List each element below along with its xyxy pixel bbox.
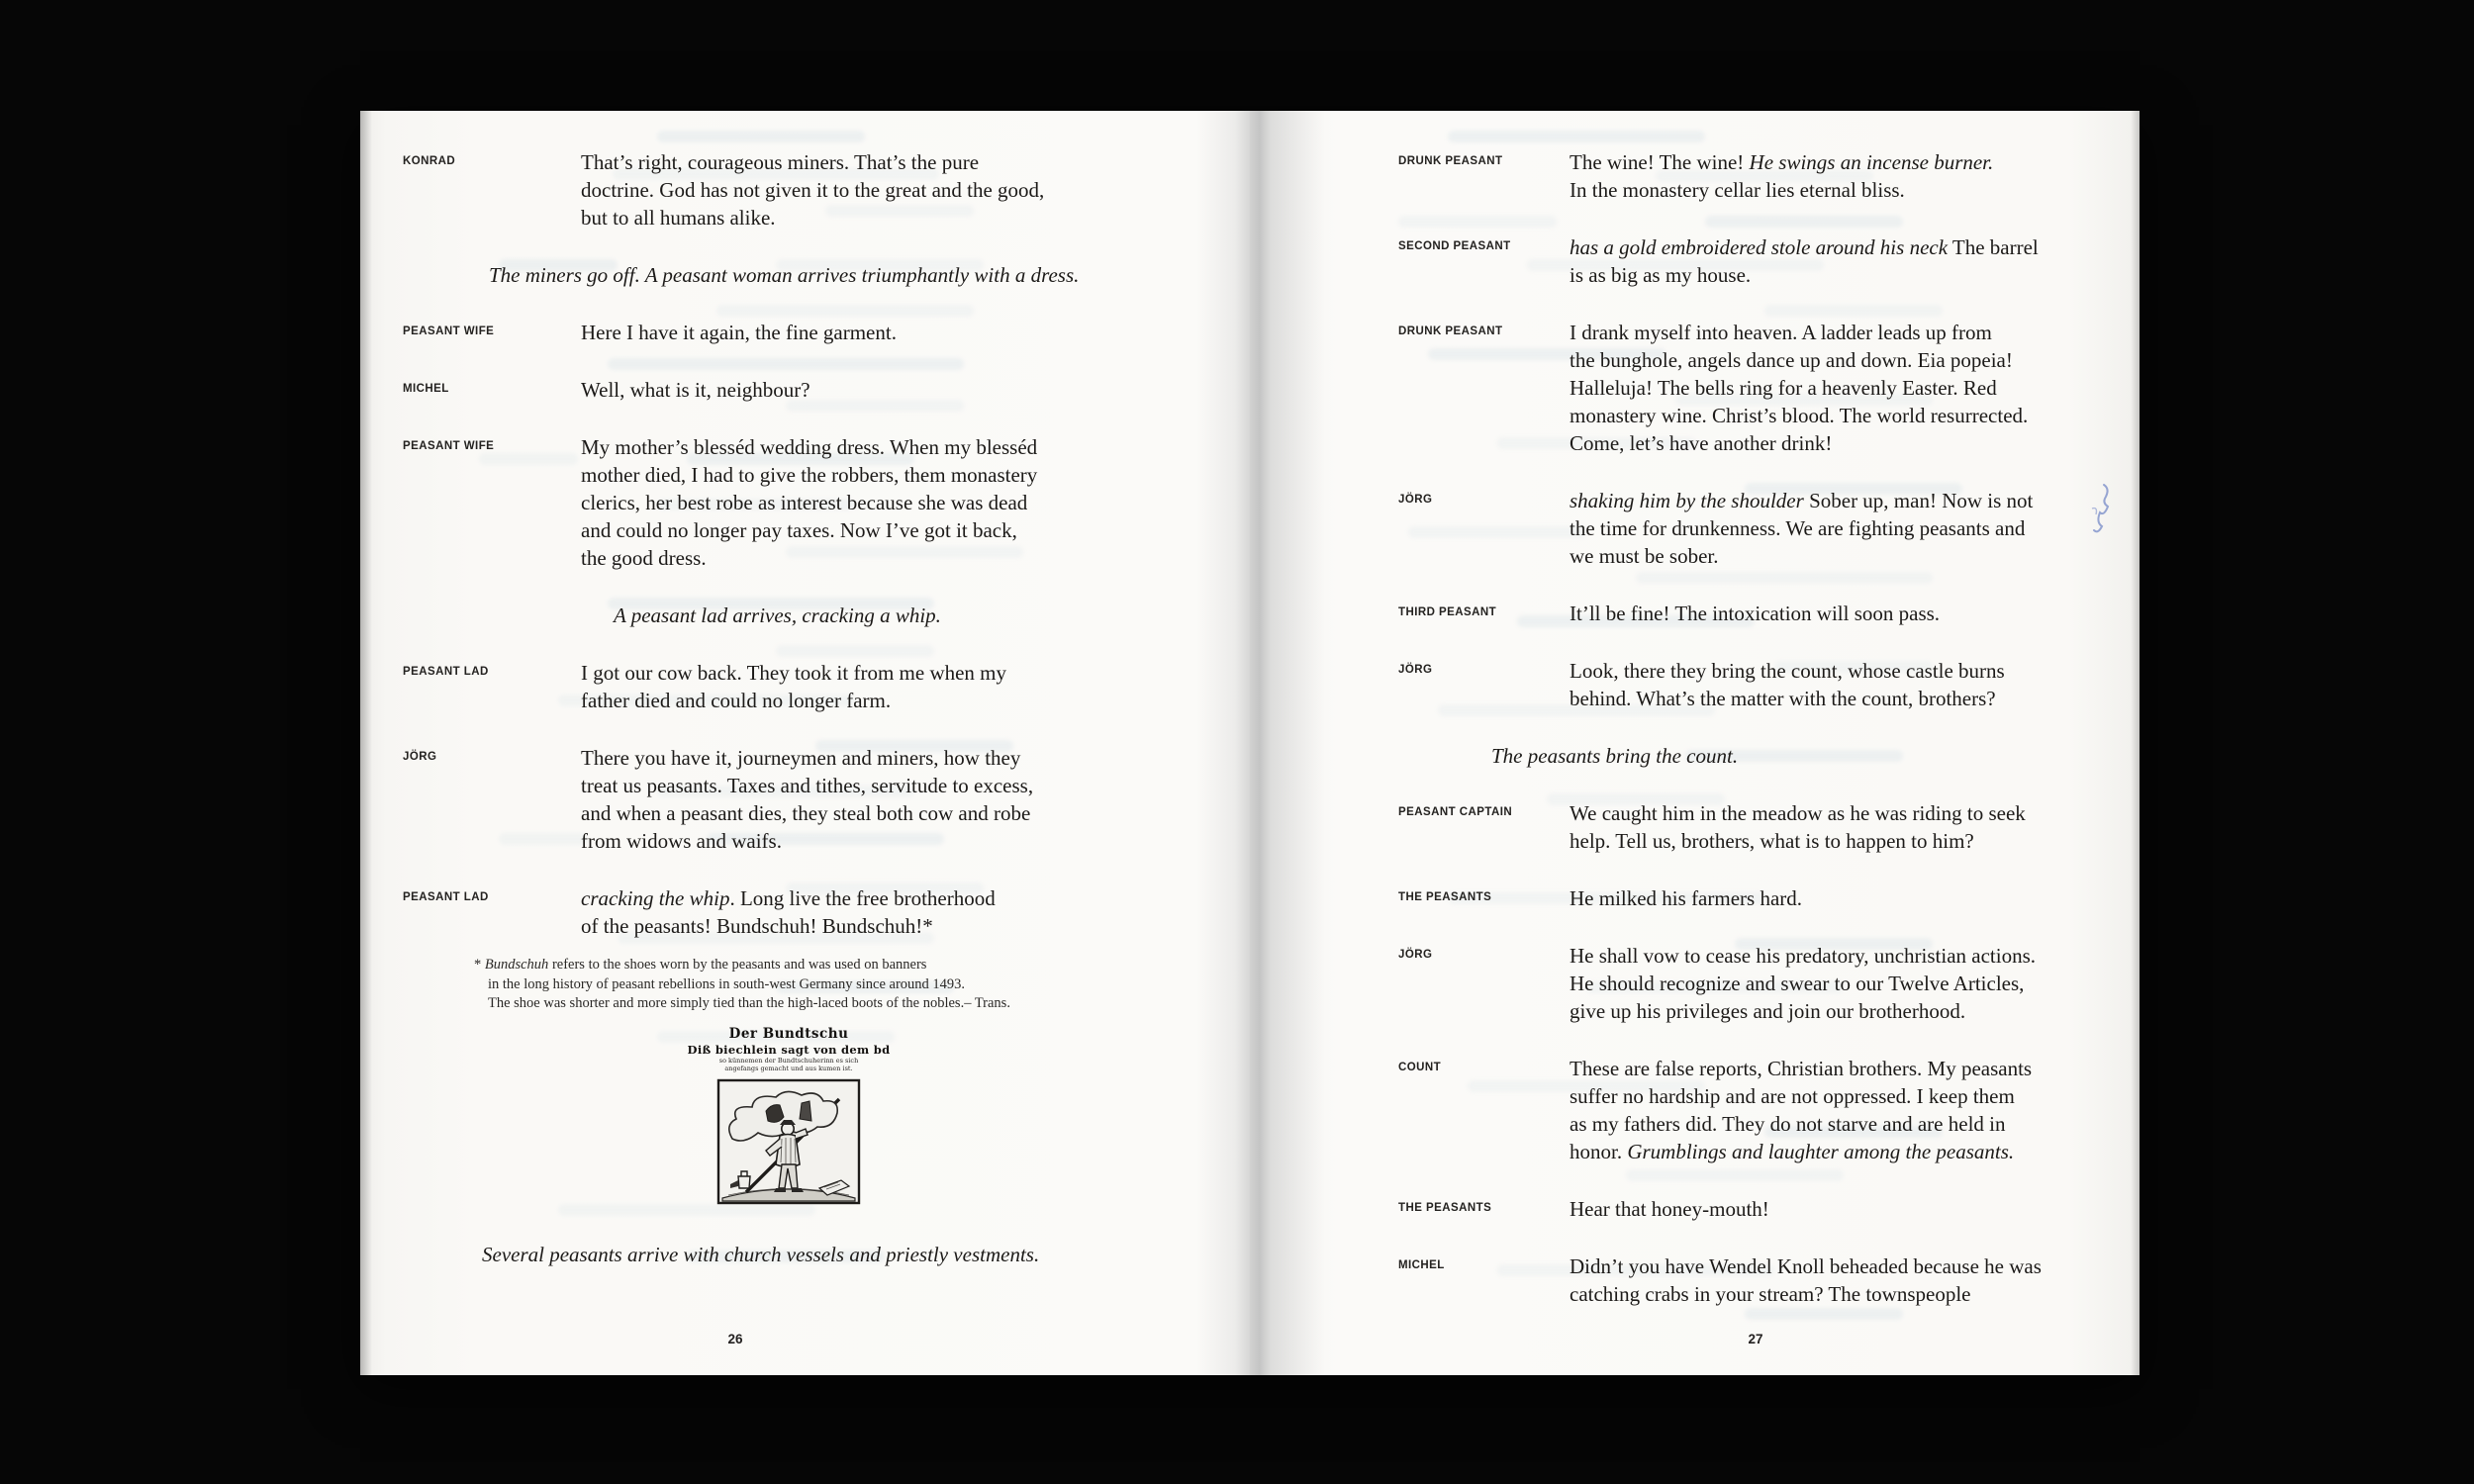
text: Didn’t you have Wendel Knoll beheaded because he was xyxy=(1570,1254,2042,1278)
text: Come, let’s have another drink! xyxy=(1570,431,1833,455)
text: My mother’s blesséd wedding dress. When my blesséd xyxy=(581,435,1038,459)
text: is as big as my house. xyxy=(1570,263,1752,287)
speech-line xyxy=(1570,148,2117,176)
speech-line xyxy=(1570,346,2117,374)
speaker-label: COUNT xyxy=(1398,1062,1442,1073)
text: suffer no hardship and are not oppressed. I keep them xyxy=(1570,1084,2015,1108)
speaker-label: PEASANT CAPTAIN xyxy=(1398,806,1513,818)
speech-line xyxy=(1570,1055,2117,1082)
speaker-label: MICHEL xyxy=(1398,1259,1445,1271)
text: the bunghole, angels dance up and down. Eia popeia! xyxy=(1570,348,2013,372)
page-left-text-block xyxy=(403,148,1167,1268)
page-number-left: 26 xyxy=(727,1332,743,1346)
speech-line xyxy=(1570,233,2117,261)
speech-line xyxy=(1570,827,2117,855)
speech-text xyxy=(581,659,1167,714)
speech-entry xyxy=(403,744,1167,855)
speech-line xyxy=(1570,374,2117,402)
speech-entry xyxy=(1398,799,2117,855)
italic-text: Grumblings and laughter among the peasants. xyxy=(1627,1140,2015,1163)
footnote-line xyxy=(488,994,1167,1014)
text: He milked his farmers hard. xyxy=(1570,886,1803,910)
speaker-label: JÖRG xyxy=(1398,494,1433,506)
ink-smudge xyxy=(2084,479,2114,538)
speech-entry xyxy=(1398,657,2117,712)
speaker-label: SECOND PEASANT xyxy=(1398,240,1511,252)
speech-entry xyxy=(403,148,1167,232)
stage-direction xyxy=(614,602,1167,629)
speaker-label: PEASANT LAD xyxy=(403,891,489,903)
italic-text: The peasants bring the count. xyxy=(1491,744,1739,768)
woodcut-caption-line: Der Bundtschu xyxy=(728,1025,849,1042)
speaker-label: DRUNK PEASANT xyxy=(1398,325,1503,337)
text: Sober up, man! Now is not xyxy=(1803,489,2034,512)
italic-text: has a gold embroidered stole around his neck xyxy=(1570,235,1949,259)
ghost-text-bar xyxy=(1448,131,1705,142)
speech-text xyxy=(1570,1055,2117,1165)
speech-line xyxy=(581,772,1167,799)
text: That’s right, courageous miners. That’s the pure xyxy=(581,150,980,174)
speaker-label: THE PEASANTS xyxy=(1398,1202,1492,1214)
text: behind. What’s the matter with the count, brothers? xyxy=(1570,687,1996,710)
footnote-line xyxy=(488,975,1167,995)
speech-text xyxy=(1570,799,2117,855)
speech-line xyxy=(581,433,1167,461)
speech-line xyxy=(1570,319,2117,346)
speech-text xyxy=(1570,942,2117,1025)
translator-footnote xyxy=(403,956,1167,1014)
speech-line xyxy=(1570,799,2117,827)
bundschuh-woodcut xyxy=(714,1077,863,1206)
speech-line xyxy=(1570,429,2117,457)
text: help. Tell us, brothers, what is to happen to him? xyxy=(1570,829,1974,853)
speech-line xyxy=(1570,884,2117,912)
page-number-right: 27 xyxy=(1748,1332,1763,1346)
text: and when a peasant dies, they steal both cow and robe xyxy=(581,801,1031,825)
text: Here I have it again, the fine garment. xyxy=(581,321,897,344)
italic-text: cracking the whip xyxy=(581,886,730,910)
text: * xyxy=(474,957,485,973)
text: I drank myself into heaven. A ladder leads up from xyxy=(1570,321,1992,344)
text: He shall vow to cease his predatory, unchristian actions. xyxy=(1570,944,2037,968)
speech-line xyxy=(581,461,1167,489)
ghost-text-bar xyxy=(1745,1308,1903,1320)
speech-text xyxy=(1570,600,2117,627)
speech-line xyxy=(1570,402,2117,429)
text: honor. xyxy=(1570,1140,1628,1163)
text: refers to the shoes worn by the peasants and was used on banners xyxy=(548,957,927,973)
speech-line xyxy=(1570,542,2117,570)
speech-entry xyxy=(1398,884,2117,912)
text: It’ll be fine! The intoxication will soon pass. xyxy=(1570,602,1941,625)
text: I got our cow back. They took it from me when my xyxy=(581,661,1007,685)
text: These are false reports, Christian brothers. My peasants xyxy=(1570,1057,2033,1080)
woodcut-caption-line: angefangs gemacht und aus kumen ist. xyxy=(724,1064,853,1072)
speech-line xyxy=(581,827,1167,855)
speech-entry xyxy=(403,376,1167,404)
speech-text xyxy=(581,744,1167,855)
italic-text: Bundschuh xyxy=(484,957,549,973)
speech-text xyxy=(1570,884,2117,912)
speech-entry xyxy=(403,433,1167,572)
speech-line xyxy=(1570,657,2117,685)
italic-text: shaking him by the shoulder xyxy=(1570,489,1804,512)
speech-line xyxy=(581,659,1167,687)
speech-text xyxy=(1570,1195,2117,1223)
speech-entry xyxy=(1398,1055,2117,1165)
speaker-label: JÖRG xyxy=(403,751,437,763)
speech-entry xyxy=(1398,233,2117,289)
text: mother died, I had to give the robbers, them monastery xyxy=(581,463,1038,487)
speech-text xyxy=(1570,487,2117,570)
text: He should recognize and swear to our Twelve Articles, xyxy=(1570,972,2025,995)
speech-text xyxy=(1570,148,2117,204)
italic-text: A peasant lad arrives, cracking a whip. xyxy=(614,603,941,627)
speech-line xyxy=(581,884,1167,912)
speech-text xyxy=(581,376,1167,404)
text: The wine! The wine! xyxy=(1570,150,1750,174)
speaker-label: MICHEL xyxy=(403,383,449,395)
text: from widows and waifs. xyxy=(581,829,782,853)
speech-text xyxy=(1570,657,2117,712)
woodcut-caption-line: Diß biechlein sagt von dem bd xyxy=(687,1042,891,1057)
speaker-label: DRUNK PEASANT xyxy=(1398,155,1503,167)
text: and could no longer pay taxes. Now I’ve got it back, xyxy=(581,518,1017,542)
stage-direction xyxy=(489,261,1167,289)
speech-entry xyxy=(1398,487,2117,570)
text: The barrel xyxy=(1948,235,2039,259)
speech-line xyxy=(581,176,1167,204)
speech-entry xyxy=(403,319,1167,346)
text: . Long live the free brotherhood xyxy=(729,886,996,910)
page-right-text-block xyxy=(1398,148,2117,1308)
speech-line xyxy=(1570,970,2117,997)
text: as my fathers did. They do not starve and are held in xyxy=(1570,1112,2006,1136)
speech-entry xyxy=(1398,1252,2117,1308)
italic-text: Several peasants arrive with church vessels and priestly vestments. xyxy=(482,1242,1040,1266)
speech-line xyxy=(1570,997,2117,1025)
speech-text xyxy=(581,884,1167,940)
speech-text xyxy=(1570,233,2117,289)
footnote-line xyxy=(474,956,1167,975)
speech-line xyxy=(1570,261,2117,289)
speaker-label: PEASANT LAD xyxy=(403,666,489,678)
text: There you have it, journeymen and miners, how they xyxy=(581,746,1021,770)
speech-line xyxy=(581,489,1167,516)
speech-line xyxy=(1570,942,2117,970)
text: we must be sober. xyxy=(1570,544,1719,568)
woodcut-figure xyxy=(512,1026,1066,1211)
speech-line xyxy=(1570,1082,2117,1110)
text: clerics, her best robe as interest because she was dead xyxy=(581,491,1028,514)
text: Hear that honey-mouth! xyxy=(1570,1197,1769,1221)
woodcut-caption-line: so künnemen der Bundtschuherinn es sich xyxy=(718,1056,859,1065)
speech-line xyxy=(1570,1138,2117,1165)
text: doctrine. God has not given it to the great and the good, xyxy=(581,178,1045,202)
text: In the monastery cellar lies eternal bliss. xyxy=(1570,178,1905,202)
text: Look, there they bring the count, whose castle burns xyxy=(1570,659,2005,683)
text: treat us peasants. Taxes and tithes, servitude to excess, xyxy=(581,774,1034,797)
speech-text xyxy=(581,319,1167,346)
ghost-text-bar xyxy=(657,131,865,142)
text: the good dress. xyxy=(581,546,707,570)
speech-line xyxy=(581,912,1167,940)
speech-line xyxy=(1570,1280,2117,1308)
speech-line xyxy=(581,516,1167,544)
speech-entry xyxy=(403,659,1167,714)
text: give up his privileges and join our brotherhood. xyxy=(1570,999,1966,1023)
speech-entry xyxy=(1398,148,2117,204)
book-spread xyxy=(360,111,2140,1375)
text: Well, what is it, neighbour? xyxy=(581,378,810,402)
text: Halleluja! The bells ring for a heavenly Easter. Red xyxy=(1570,376,1997,400)
speech-line xyxy=(1570,1195,2117,1223)
speaker-label: KONRAD xyxy=(403,155,456,167)
speaker-label: PEASANT WIFE xyxy=(403,325,495,337)
speech-line xyxy=(581,687,1167,714)
speech-text xyxy=(581,148,1167,232)
italic-text: He swings an incense burner. xyxy=(1749,150,1994,174)
speech-text xyxy=(1570,1252,2117,1308)
text: of the peasants! Bundschuh! Bundschuh!* xyxy=(581,914,933,938)
text: in the long history of peasant rebellions in south-west Germany since around 1493. xyxy=(488,975,966,992)
speaker-label: JÖRG xyxy=(1398,949,1433,961)
speech-line xyxy=(1570,685,2117,712)
italic-text: The miners go off. A peasant woman arrives triumphantly with a dress. xyxy=(489,263,1080,287)
speaker-label: THIRD PEASANT xyxy=(1398,606,1497,618)
speech-line xyxy=(581,148,1167,176)
speech-line xyxy=(1570,1252,2117,1280)
speaker-label: THE PEASANTS xyxy=(1398,891,1492,903)
speech-text xyxy=(581,433,1167,572)
speech-line xyxy=(581,376,1167,404)
text: but to all humans alike. xyxy=(581,206,776,230)
text: father died and could no longer farm. xyxy=(581,689,892,712)
speech-line xyxy=(1570,1110,2117,1138)
text: the time for drunkenness. We are fighting peasants and xyxy=(1570,516,2026,540)
speech-line xyxy=(1570,176,2117,204)
text: monastery wine. Christ’s blood. The world resurrected. xyxy=(1570,404,2029,427)
speech-text xyxy=(1570,319,2117,457)
text: catching crabs in your stream? The townspeople xyxy=(1570,1282,1971,1306)
speech-entry xyxy=(403,884,1167,940)
speech-entry xyxy=(1398,600,2117,627)
speech-line xyxy=(581,544,1167,572)
speaker-label: JÖRG xyxy=(1398,664,1433,676)
speech-line xyxy=(1570,600,2117,627)
speech-line xyxy=(581,744,1167,772)
speech-entry xyxy=(1398,942,2117,1025)
speech-entry xyxy=(1398,319,2117,457)
speech-line xyxy=(1570,514,2117,542)
stage-direction xyxy=(482,1241,1167,1268)
speech-line xyxy=(1570,487,2117,514)
speech-line xyxy=(581,799,1167,827)
speech-line xyxy=(581,204,1167,232)
speaker-label: PEASANT WIFE xyxy=(403,440,495,452)
speech-entry xyxy=(1398,1195,2117,1223)
text: The shoe was shorter and more simply tied than the high-laced boots of the nobles.– Trans. xyxy=(488,995,1010,1011)
speech-line xyxy=(581,319,1167,346)
stage-direction xyxy=(1491,742,2117,770)
text: We caught him in the meadow as he was riding to seek xyxy=(1570,801,2026,825)
